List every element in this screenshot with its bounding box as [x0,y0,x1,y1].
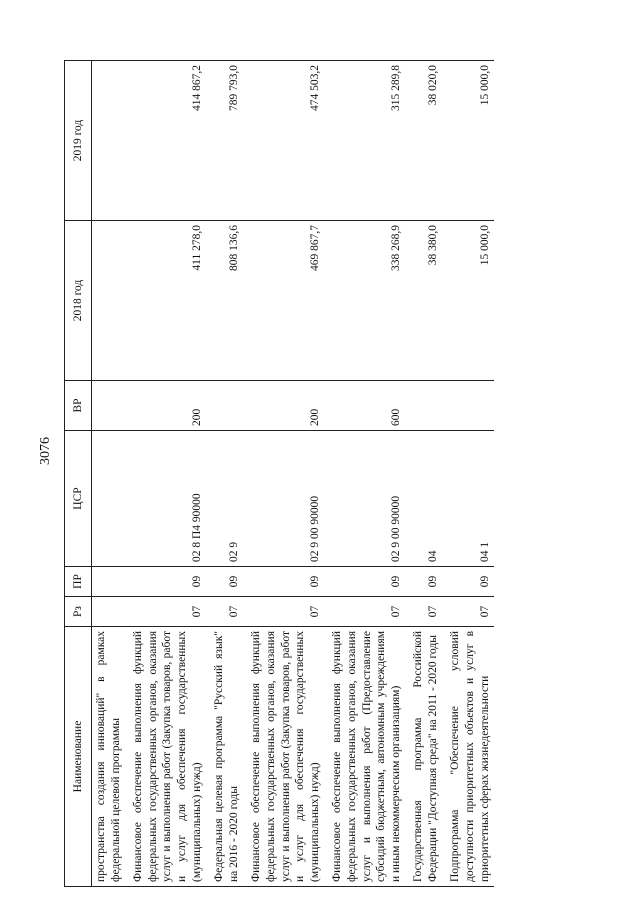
header-vr: ВР [65,381,92,431]
row-rz: 07 [206,597,243,627]
row-2018: 808 136,6 [206,221,243,381]
rotated-table-container [64,61,574,887]
row-name: Финансовое обеспечение выполнения функций федеральных государственных органов, оказания услуг и выполнения работ (Закупка товаров, работ и услуг для обеспечения государственных (муниципальных) нужд) [243,627,324,887]
row-csr: 02 9 00 90000 [324,431,405,567]
header-2018: 2018 год [65,221,92,381]
row-name: Подпрограмма "Обеспечение условий доступности приоритетных объектов и услуг в приоритетных сферах жизнедеятельности [442,627,494,887]
table-header-row [65,61,92,887]
row-csr: 02 9 [206,431,243,567]
row-name: Финансовое обеспечение выполнения функций федеральных государственных органов, оказания услуг и выполнения работ (Предоставление субсидий бюджетным, автономным учреждениям и иным некоммерческим организациям) [324,627,405,887]
row-rz: 07 [442,597,494,627]
row-rz: 07 [243,597,324,627]
row-rz [92,597,126,627]
table-row [405,61,442,887]
row-name: пространства создания инноваций" в рамках федеральной целевой программы [92,627,126,887]
table-row [324,61,405,887]
budget-table [64,60,494,887]
row-vr [206,381,243,431]
row-2018: 338 268,9 [324,221,405,381]
row-2018: 469 867,7 [243,221,324,381]
row-name: Федеральная целевая программа "Русский язык" на 2016 - 2020 годы [206,627,243,887]
table-row [206,61,243,887]
header-csr: ЦСР [65,431,92,567]
row-2018: 15 000,0 [442,221,494,381]
row-2018 [92,221,126,381]
header-pr: ПР [65,567,92,597]
row-vr [442,381,494,431]
row-2019: 15 000,0 [442,61,494,221]
row-vr: 600 [324,381,405,431]
row-rz: 07 [324,597,405,627]
row-2018: 38 380,0 [405,221,442,381]
row-vr: 200 [125,381,206,431]
row-csr: 04 1 [442,431,494,567]
table-row [243,61,324,887]
row-pr: 09 [206,567,243,597]
row-name: Государственная программа Российской Федерации "Доступная среда" на 2011 - 2020 годы [405,627,442,887]
row-rz: 07 [405,597,442,627]
row-2019: 38 020,0 [405,61,442,221]
row-2019: 414 867,2 [125,61,206,221]
row-2019: 789 793,0 [206,61,243,221]
row-pr: 09 [243,567,324,597]
row-pr [92,567,126,597]
table-row [442,61,494,887]
row-2019 [92,61,126,221]
row-csr: 02 8 П4 90000 [125,431,206,567]
row-2018: 411 278,0 [125,221,206,381]
row-csr [92,431,126,567]
row-vr: 200 [243,381,324,431]
row-name: Финансовое обеспечение выполнения функций федеральных государственных органов, оказания услуг и выполнения работ (Закупка товаров, работ и услуг для обеспечения государственных (муниципальных) нужд) [125,627,206,887]
row-pr: 09 [125,567,206,597]
row-pr: 09 [405,567,442,597]
table-row [125,61,206,887]
row-pr: 09 [324,567,405,597]
row-rz: 07 [125,597,206,627]
table-row [92,61,126,887]
row-vr [92,381,126,431]
row-csr: 04 [405,431,442,567]
header-2019: 2019 год [65,61,92,221]
header-name: Наименование [65,627,92,887]
row-2019: 315 289,8 [324,61,405,221]
header-rz: Рз [65,597,92,627]
row-csr: 02 9 00 90000 [243,431,324,567]
page-number: 3076 [38,437,53,465]
row-vr [405,381,442,431]
row-pr: 09 [442,567,494,597]
row-2019: 474 503,2 [243,61,324,221]
